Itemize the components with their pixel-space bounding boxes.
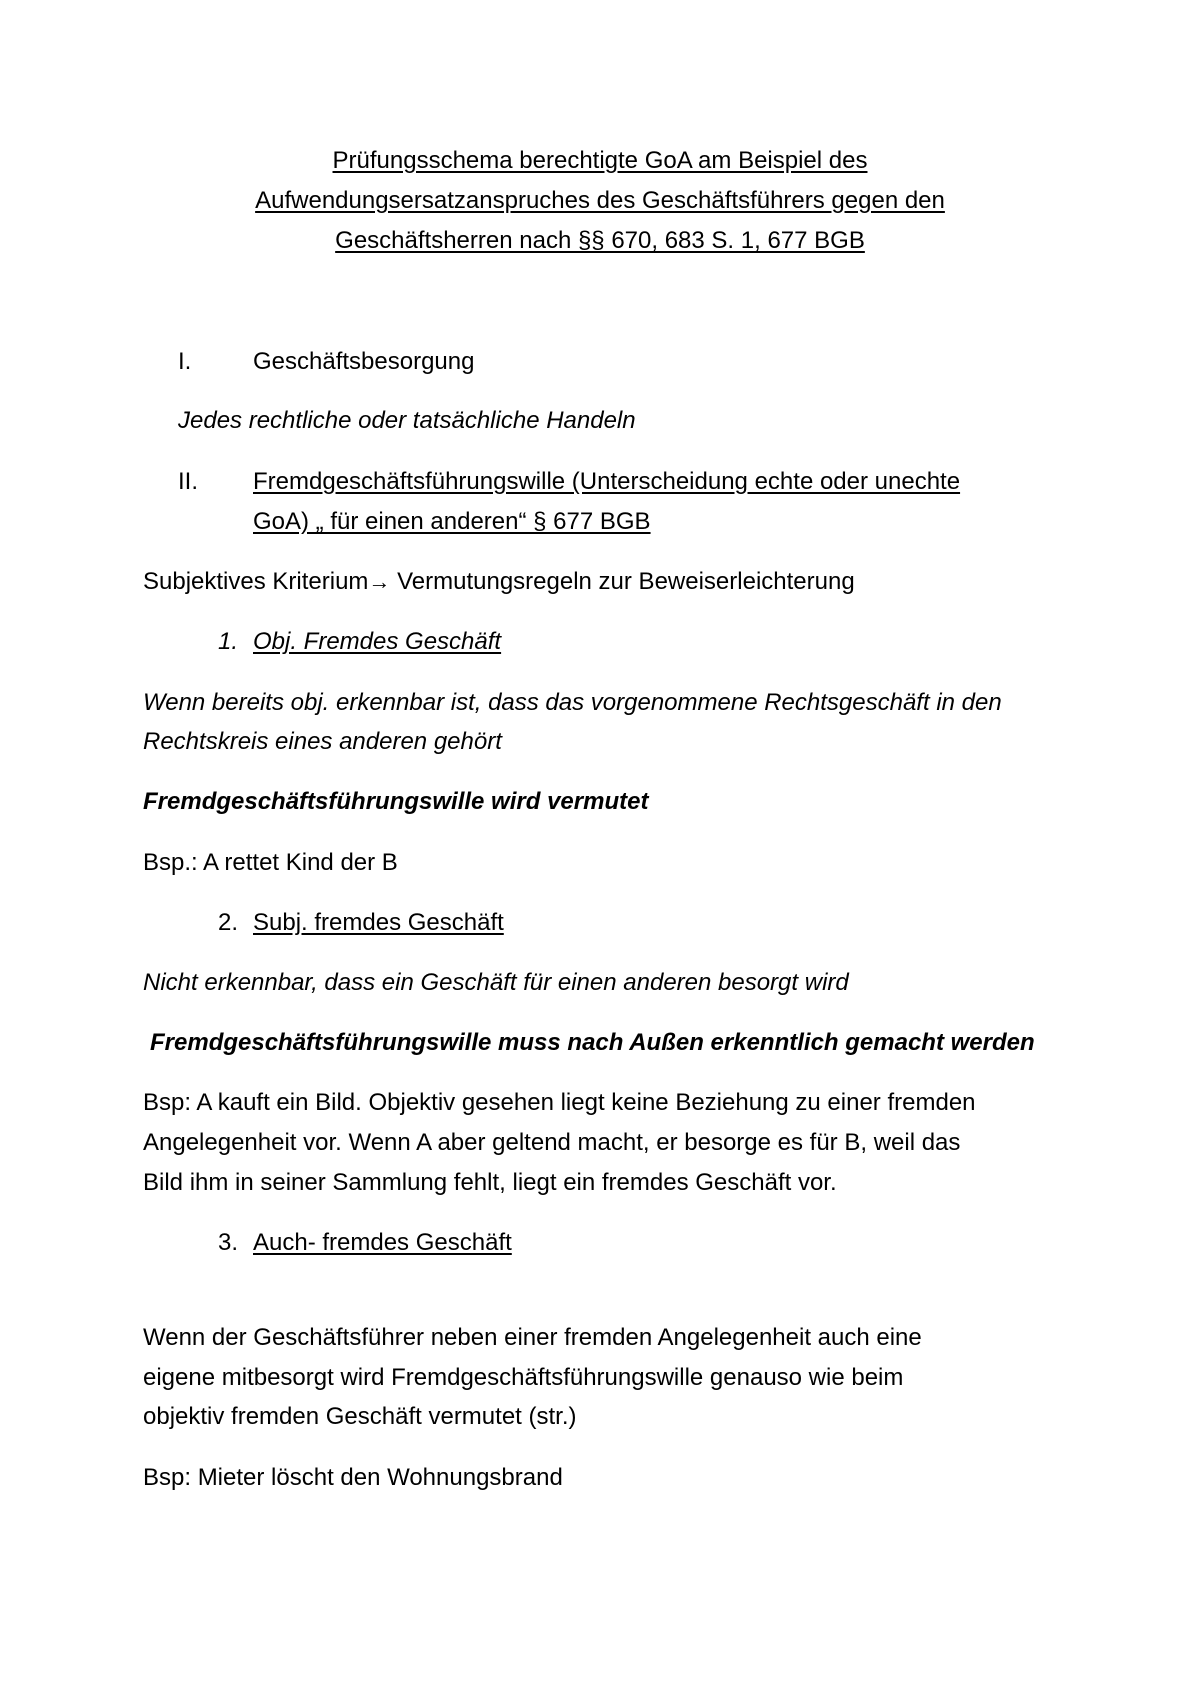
- item-3-number: 3.: [218, 1229, 239, 1256]
- criterion-left: Subjektives Kriterium: [143, 568, 369, 595]
- section-1-definition: Jedes rechtliche oder tatsächliche Handeln: [178, 407, 636, 434]
- title-line-1: Prüfungsschema berechtigte GoA am Beispiel des: [332, 147, 868, 174]
- item-3-text-line-2: eigene mitbesorgt wird Fremdgeschäftsführungswille genauso wie beim: [143, 1364, 904, 1391]
- section-2-heading-line-1: Fremdgeschäftsführungswille (Unterscheidung echte oder unechte: [253, 468, 961, 495]
- item-2-text: Nicht erkennbar, dass ein Geschäft für einen anderen besorgt wird: [143, 969, 849, 996]
- item-1-example: Bsp.: A rettet Kind der B: [143, 849, 398, 876]
- item-2-example-line-3: Bild ihm in seiner Sammlung fehlt, liegt ein fremdes Geschäft vor.: [143, 1169, 837, 1196]
- criterion-right: Vermutungsregeln zur Beweiserleichterung: [397, 568, 855, 595]
- item-1-text-line-2: Rechtskreis eines anderen gehört: [143, 728, 502, 755]
- item-3-text-line-3: objektiv fremden Geschäft vermutet (str.): [143, 1403, 577, 1430]
- criterion-line: [143, 567, 855, 597]
- item-2-number: 2.: [218, 909, 239, 936]
- section-2-heading-line-2: GoA) „ für einen anderen“ § 677 BGB: [253, 508, 651, 535]
- title-line-2: Aufwendungsersatzanspruches des Geschäftsführers gegen den: [255, 187, 945, 214]
- item-2-result: Fremdgeschäftsführungswille muss nach Außen erkenntlich gemacht werden: [150, 1029, 1035, 1056]
- section-1-numeral: I.: [178, 348, 192, 375]
- title-line-3: Geschäftsherren nach §§ 670, 683 S. 1, 677 BGB: [335, 227, 865, 254]
- item-3-example: Bsp: Mieter löscht den Wohnungsbrand: [143, 1464, 563, 1491]
- section-2-numeral: II.: [178, 468, 199, 495]
- item-1-heading: Obj. Fremdes Geschäft: [253, 628, 502, 655]
- item-1-result: Fremdgeschäftsführungswille wird vermutet: [143, 788, 649, 815]
- section-1-heading: Geschäftsbesorgung: [253, 348, 475, 375]
- item-3-heading: Auch- fremdes Geschäft: [253, 1229, 512, 1256]
- item-1-number: 1.: [218, 628, 239, 655]
- item-3-text-line-1: Wenn der Geschäftsführer neben einer fremden Angelegenheit auch eine: [143, 1324, 922, 1351]
- item-2-example-line-2: Angelegenheit vor. Wenn A aber geltend macht, er besorge es für B, weil das: [143, 1129, 961, 1156]
- arrow-right-icon: →: [368, 569, 391, 594]
- item-1-text-line-1: Wenn bereits obj. erkennbar ist, dass das vorgenommene Rechtsgeschäft in den: [143, 689, 1002, 716]
- item-2-example-line-1: Bsp: A kauft ein Bild. Objektiv gesehen liegt keine Beziehung zu einer fremden: [143, 1089, 976, 1116]
- item-2-heading: Subj. fremdes Geschäft: [253, 909, 504, 936]
